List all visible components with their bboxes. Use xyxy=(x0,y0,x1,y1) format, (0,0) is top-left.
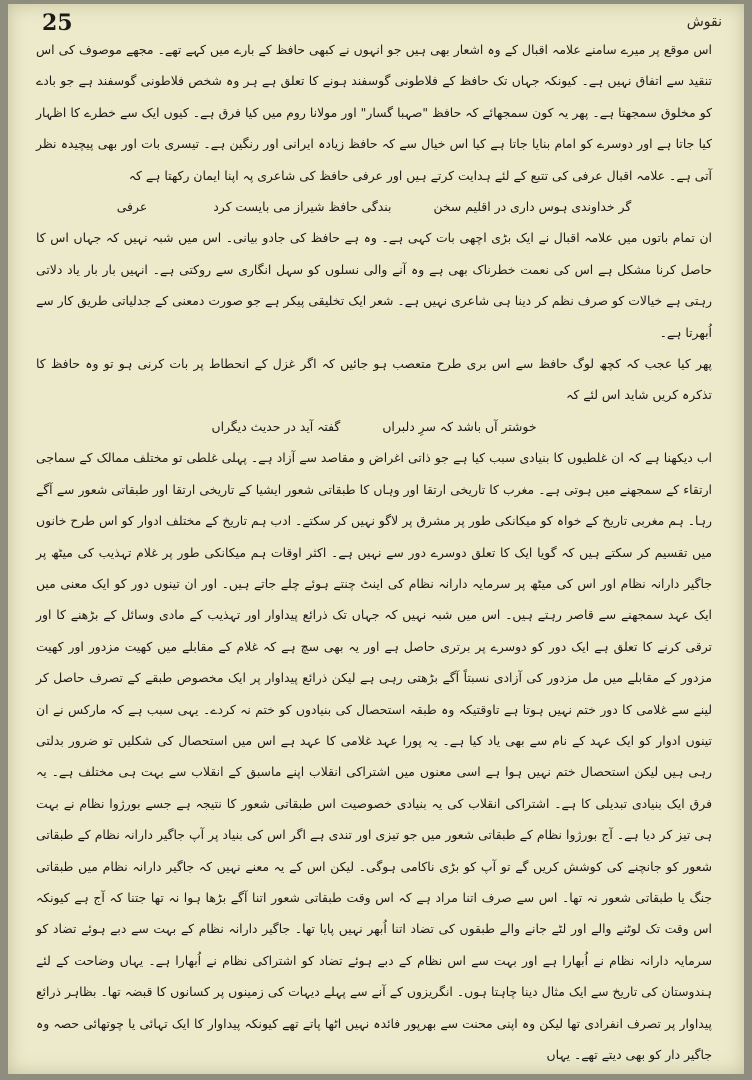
page-number: 25 xyxy=(42,10,73,36)
document-page xyxy=(8,4,744,1074)
paragraph: اس موقع پر میرے سامنے علامہ اقبال کے وہ اشعار بھی ہیں جو انہوں نے کبھی حافظ کے بارے میں کہے تھے۔ مجھے موصوف کی اس تنقید سے اتفاق نہیں ہے۔ کیونکہ جہاں تک حافظ کے فلاطونی گوسفند ہونے کا تعلق ہے ہر وہ شخص فلاطونی گوسفند ہے جو بادے کو مخلوق سمجھتا ہے۔ پھر یہ کون سمجھائے کہ حافظ "صہبا گسار" اور مولانا روم میں کیا فرق ہے۔ کیوں ایک سے خطرے کا اظہار کیا جاتا ہے اور دوسرے کو امام بنایا جاتا ہے کیا اس خیال سے کہ حافظ زیادہ ایرانی اور رنگین ہے۔ تیسری بات اور بھی پیچیدہ نظر آتی ہے۔ علامہ اقبال عرفی کی تتبع کے لئے ہدایت کرتے ہیں اور عرفی حافظ کی شاعری پہ اپنا ایمان رکھتا ہے کہ xyxy=(36,42,712,183)
paragraph: ان تمام باتوں میں علامہ اقبال نے ایک بڑی اچھی بات کہی ہے۔ وہ ہے حافظ کی جادو بیانی۔ اس میں شبہ نہیں کہ جہاں اس کا حاصل کرنا مشکل ہے اس کی نعمت خطرناک بھی ہے وہ آنے والی نسلوں کو سہل انگاری سے روکتی ہے۔ انہیں بار بار یاد دلاتی رہتی ہے خیالات کو صرف نظم کر دینا ہی شاعری نہیں ہے۔ شعر ایک تخلیقی پیکر ہے جو صورت دمعنی کے جدلیاتی طریق کار سے اُبھرتا ہے۔ xyxy=(36,230,712,340)
paragraph: اب دیکھنا ہے کہ ان غلطیوں کا بنیادی سبب کیا ہے جو ذاتی اغراض و مقاصد سے آزاد ہے۔ پہلی غلطی تو مختلف ممالک کے سماجی ارتقاء کے سمجھنے میں ہوتی ہے۔ مغرب کا تاریخی ارتقا اور وہاں کا طبقاتی شعور ایشیا کے تاریخی ارتقا اور طبقاتی شعور سے آگے رہا۔ ہم مغربی تاریخ کے خواہ کو میکانکی طور پر مشرق پر لاگو نہیں کر سکتے۔ ادب ہم تاریخ کے مختلف ادوار کو اس طرح خانوں میں تقسیم کر سکتے ہیں کہ گویا ایک کا تعلق دوسرے دور سے نہیں ہے۔ اکثر اوقات ہم میکانکی طور پر غلام تہذیب کی میٹھ پر جاگیر دارانہ نظام اور اس کی میٹھ پر سرمایہ دارانہ نظام کی اینٹ چنتے ہوئے چلے جاتے ہیں۔ اور ان تینوں دور کو ایک معنی میں ایک عہد سمجھنے سے قاصر رہتے ہیں۔ اس میں شبہ نہیں کہ جہاں تک ذرائع پیداوار اور تہذیب کے مادی وسائل کے بڑھنے کا اور ترقی کرنے کا تعلق ہے ایک دور کو دوسرے پر برتری حاصل ہے اور یہ بھی سچ ہے کہ غلام کے مقابلے میں کھیت مزدور اور کھیت مزدور کے مقابلے میں مل مزدور کی آزادی نسبتاً آگے بڑھتی رہی ہے لیکن ذرائع پیداوار پر ایک مخصوص طبقے کے تصرف حاصل کر لینے سے غلامی کا دور ختم نہیں ہوتا ہے تاوقتیکہ وہ طبقہ استحصال کی بنیادوں کو ختم نہ کردے۔ یہی سبب ہے کہ مارکس نے ان تینوں ادوار کو ایک عہد کے نام سے بھی یاد کیا ہے۔ یہ پورا عہد غلامی کا عہد ہے اس میں استحصال کی شکلیں تو ضرور بدلتی رہی ہیں لیکن استحصال ختم نہیں ہوا ہے اسی معنوں میں اشتراکی انقلاب اپنے ماسبق کے انقلاب سے بہت ہی مختلف ہے۔ یہ فرق ایک بنیادی تبدیلی کا ہے۔ اشتراکی انقلاب کی یہ بنیادی خصوصیت اس طبقاتی شعور کا نتیجہ ہے جسے بورژوا نظام نے بہت ہی تیز کر دیا ہے۔ آج بورژوا نظام کے طبقاتی شعور میں جو تیزی اور تندی ہے اگر اس کی بنیاد پر آپ جاگیر دارانہ نظام کے طبقاتی شعور کو جانچنے کی کوشش کریں گے تو آپ کو بڑی ناکامی ہوگی۔ لیکن اس کے یہ معنے نہیں کہ جاگیر دارانہ نظام میں طبقاتی جنگ یا طبقاتی شعور نہ تھا۔ اس سے صرف اتنا مراد ہے کہ اس وقت طبقاتی شعور اتنا آگے بڑھا ہوا نہ تھا جتنا کہ آج ہے کیونکہ اس وقت تک لوٹنے والے اور لٹے جانے والے طبقوں کی تضاد اتنا اُبھر نہیں پایا تھا۔ جاگیر دارانہ نظام کے بہت سے دبے ہوئے تضاد کو سرمایہ دارانہ نظام نے اُبھارا ہے اور بہت سے اس نظام کے دبے ہوئے تضاد کو اشتراکی نظام نے اُبھارا ہے۔ یہاں وضاحت کے لئے ہندوستان کی تاریخ سے ایک مثال دینا چاہتا ہوں۔ انگریزوں کے آنے سے پہلے دیہات کی زمینوں پر کسانوں کا قبضہ تھا۔ بظاہر ذرائع پیداوار پر تصرف انفرادی تھا لیکن وہ اپنی محنت سے بھرپور فائدہ نہیں اٹھا پاتے تھے کیونکہ پیداوار کا ایک تہائی یا چوتھائی حصہ وہ جاگیر دار کو بھی دیتے تھے۔ یہاں xyxy=(36,450,712,1062)
paragraph: پھر کیا عجب کہ کچھ لوگ حافظ سے اس بری طرح متعصب ہو جائیں کہ اگر غزل کے انحطاط پر بات کرنی ہو تو وہ حافظ کا تذکرہ کریں شاید اس لئے کہ xyxy=(36,356,712,403)
verse-second-line: گفتہ آید در حدیث دیگراں xyxy=(211,418,341,434)
persian-couplet xyxy=(36,411,712,442)
verse-poet-name: عرفی xyxy=(116,199,148,215)
article-body xyxy=(36,34,712,1070)
verse-first-line: خوشتر آں باشد کہ سرِ دلبراں xyxy=(382,418,537,434)
persian-couplet xyxy=(36,191,712,222)
journal-title: نقوش xyxy=(686,14,722,30)
verse-second-line: بندگی حافظ شیراز می بایست کرد xyxy=(213,199,392,215)
verse-first-line: گر خداوندی ہوس داری در اقلیم سخن xyxy=(433,199,632,215)
